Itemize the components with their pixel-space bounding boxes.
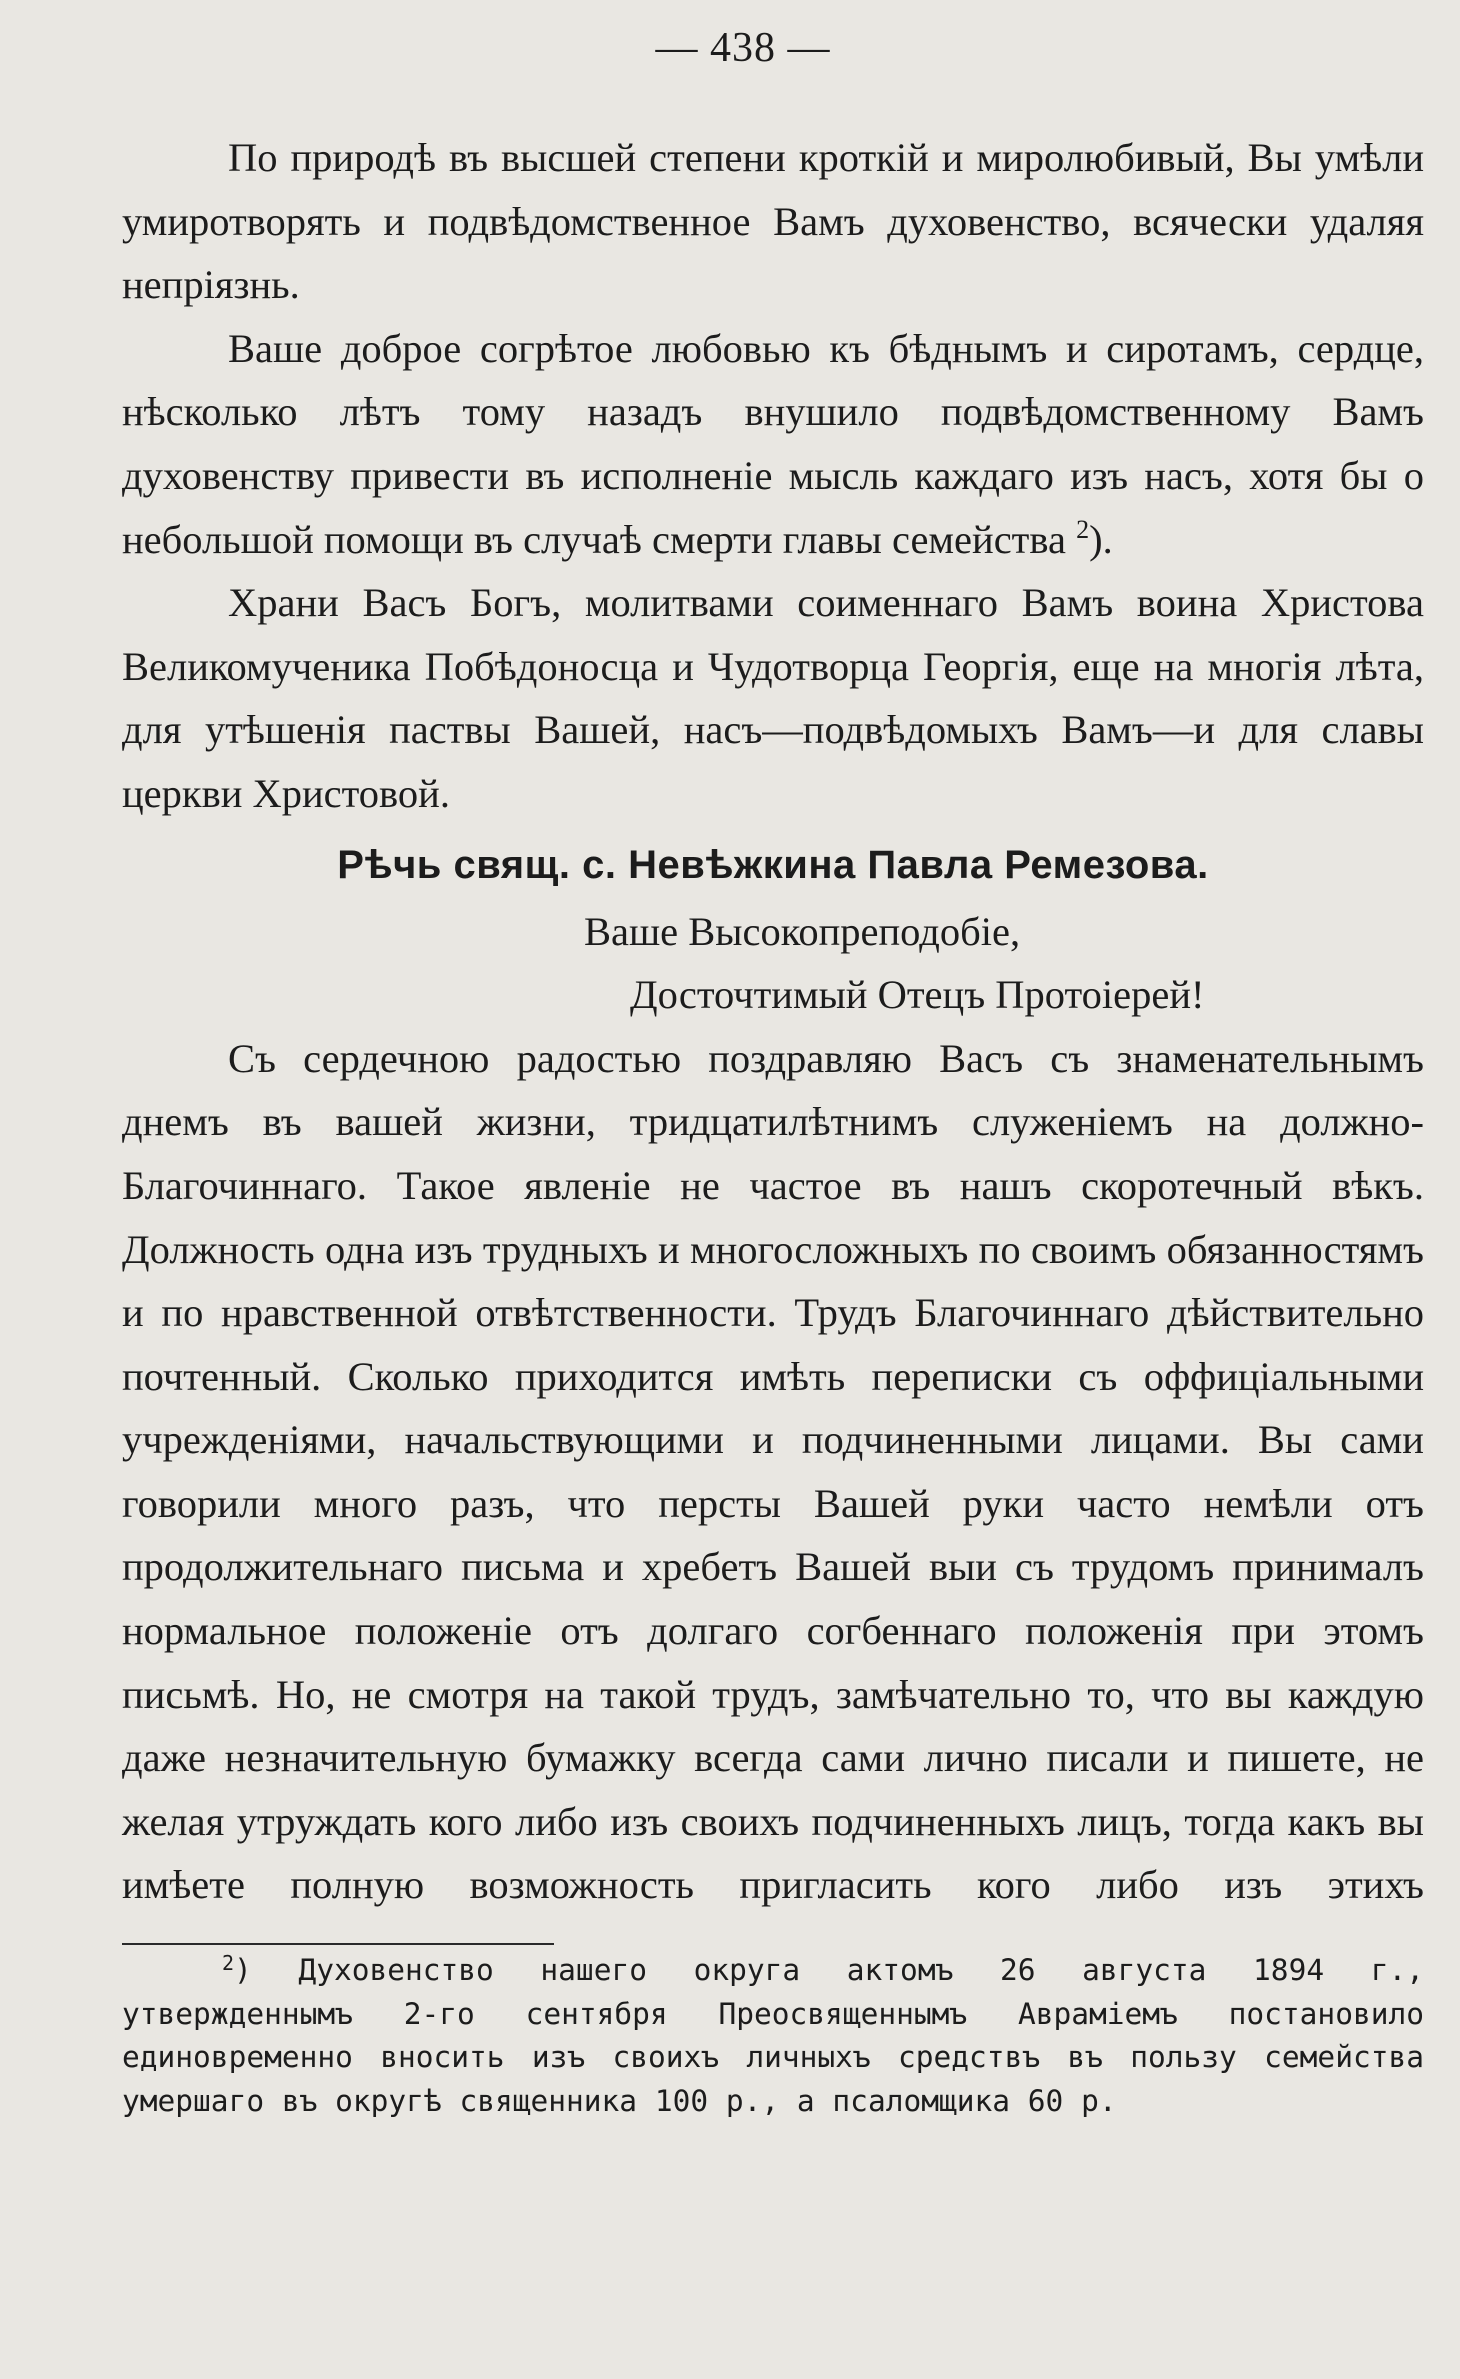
footnote-text: ) Духовенство нашего округа актомъ 26 августа 1894 г., утвержденнымъ 2-го сентября Преосвященнымъ Авраміемъ постановило единовременно вносить изъ своихъ личныхъ средствъ въ пользу семейства умершаго въ округѣ священника 100 р., а псаломщика 60 р. (122, 1953, 1424, 2118)
salutation-line-1: Ваше Высокопреподобіе, (584, 908, 1021, 954)
paragraph-3: Храни Васъ Богъ, молитвами соименнаго Вамъ воина Христова Великомученика Побѣдоносца и Чудотворца Георгія, еще на многія лѣта, для утѣшенія паствы Вашей, насъ—подвѣдомыхъ Вамъ—и для славы церкви Христовой. (122, 580, 1424, 816)
paragraph-2-text: Ваше доброе согрѣтое любовью къ бѣднымъ и сиротамъ, сердце, нѣсколько лѣтъ тому назадъ внушило подвѣдомственному Вамъ духовенству привести въ исполненіе мысль каждаго изъ насъ, хотя бы о небольшой помощи въ случаѣ смерти главы семейства (122, 325, 1424, 562)
footnote (122, 1949, 1424, 2123)
footnote-divider (122, 1943, 554, 1945)
speech-title: Рѣчь свящ. с. Невѣжкина Павла Ремезова. (337, 842, 1209, 887)
spacer (122, 82, 1424, 126)
paragraph-2-end: ). (1089, 516, 1113, 562)
salutation-line-2: Досточтимый Отецъ Протоіерей! (630, 972, 1205, 1018)
paragraph-1: По природѣ въ высшей степени кроткій и миролюбивый, Вы умѣли умиротворять и подвѣдомственное Вамъ духовенство, всячески удаляя непріязнь. (122, 135, 1424, 308)
page-number: — 438 — (655, 25, 831, 71)
footnote-indent (122, 1953, 222, 1987)
speech-body: Съ сердечною радостью поздравляю Васъ съ знаменательнымъ днемъ въ вашей жизни, тридцатилѣтнимъ служеніемъ на должно-Благочиннаго. Такое явленіе не частое въ нашъ скоротечный вѣкъ. Должность одна изъ трудныхъ и многосложныхъ по своимъ обязанностямъ и по нравственной отвѣтственности. Трудъ Благочиннаго дѣйствительно почтенный. Сколько приходится имѣть переписки съ оффиціальными учрежденіями, начальствующими и подчиненными лицами. Вы сами говорили много разъ, что персты Вашей руки часто немѣли отъ продолжительнаго письма и хребетъ Вашей выи съ трудомъ принималъ нормальное положеніе отъ долгаго согбеннаго положенія при этомъ письмѣ. Но, не смотря на такой трудъ, замѣчательно то, что вы каждую даже незначительную бумажку всегда сами лично писали и пишете, не желая утруждать кого либо изъ своихъ подчиненныхъ лицъ, тогда какъ вы имѣете полную возможность пригласить кого либо изъ этихъ (122, 1035, 1424, 1908)
footnote-reference: 2 (1076, 514, 1090, 544)
footnote-marker: 2 (222, 1951, 235, 1976)
paragraph-2 (122, 317, 1424, 571)
